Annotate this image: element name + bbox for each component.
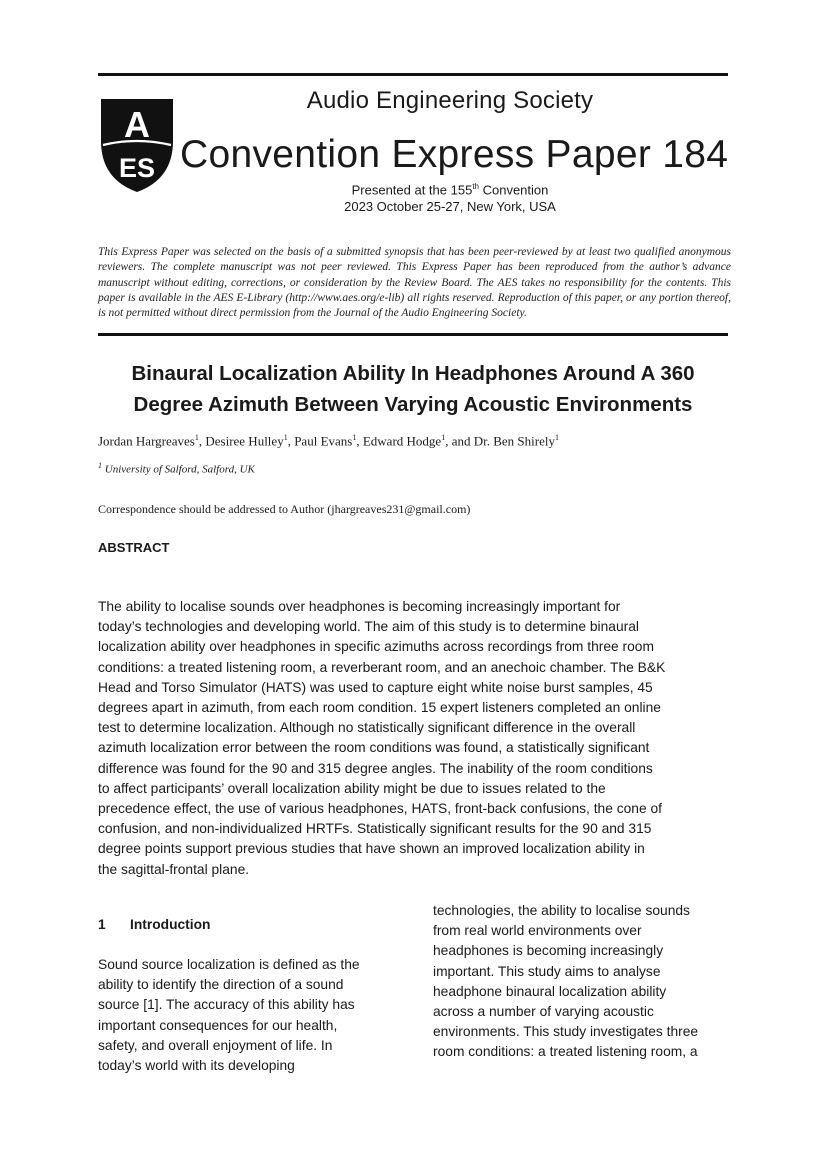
- body-line: from real world environments over: [433, 923, 642, 939]
- body-line: important consequences for our health,: [98, 1017, 338, 1033]
- abstract-line: The ability to localise sounds over headphones is becoming increasingly important for: [98, 599, 621, 614]
- abstract-line: test to determine localization. Although no statistically significant difference in the overall: [98, 720, 636, 736]
- logo-letter-a: A: [124, 104, 150, 145]
- abstract-line: degree points support previous studies that have shown an improved localization ability in: [98, 841, 645, 857]
- body-line: today’s world with its developing: [98, 1058, 295, 1074]
- paper-title-line: Binaural Localization Ability In Headphones Around A 360: [131, 362, 695, 385]
- convention-paper-title: Convention Express Paper 184: [180, 133, 729, 176]
- section-title: Introduction: [130, 917, 211, 932]
- header-rule-top: [98, 73, 728, 76]
- author-name: Jordan Hargreaves: [98, 433, 195, 449]
- body-line: environments. This study investigates three: [433, 1024, 699, 1040]
- correspondence-line: Correspondence should be addressed to Author (jhargreaves231@gmail.com): [98, 502, 471, 516]
- abstract-body: [98, 597, 738, 880]
- header-rule-bottom: [98, 333, 728, 336]
- author-name: Dr. Ben Shirely: [473, 433, 555, 449]
- abstract-heading: ABSTRACT: [98, 540, 170, 555]
- abstract-line: localization ability over headphones in specific azimuths across recordings from three room: [98, 639, 654, 655]
- body-line: headphone binaural localization ability: [433, 983, 667, 999]
- paper-title: [98, 358, 728, 420]
- section-heading-introduction: [98, 917, 210, 932]
- body-line: headphones is becoming increasingly: [433, 943, 664, 959]
- author-name: Edward Hodge: [362, 433, 442, 449]
- section-number: 1: [98, 917, 106, 932]
- abstract-line: the sagittal-frontal plane.: [98, 861, 250, 877]
- abstract-line: precedence effect, the use of various headphones, HATS, front-back confusions, the cone of: [98, 801, 662, 817]
- abstract-line: difference was found for the 90 and 315 degree angles. The inability of the room conditions: [98, 760, 653, 776]
- presented-at: Presented at the 155th Convention: [351, 182, 549, 198]
- body-column-left: [98, 955, 408, 1076]
- society-name: Audio Engineering Society: [306, 87, 594, 114]
- body-line: across a number of varying acoustic: [433, 1004, 654, 1020]
- body-line: source [1]. The accuracy of this ability has: [98, 997, 355, 1013]
- body-column-right: [433, 901, 743, 1063]
- body-line: ability to identify the direction of a sound: [98, 977, 344, 993]
- abstract-line: confusion, and non-individualized HRTFs. Statistically significant results for the 90 and 315: [98, 821, 652, 837]
- author-list: Jordan Hargreaves$^1$, Desiree Hulley$^1$, Paul Evans$^1$, Edward Hodge$^1$, and Dr. Ben Shirely$^1$: [98, 433, 559, 449]
- express-paper-disclaimer: This Express Paper was selected on the basis of a submitted synopsis that has been peer-reviewed by at least two qualified anonymous reviewers. The complete manuscript was not peer reviewed. This Express Paper has been reproduced from the author’s advance manuscript without editing, corrections, or consideration by the Review Board. The AES takes no responsibility for the contents. This paper is available in the AES E-Library (http://www.aes.org/e-lib) all rights reserved. Reproduction of this paper, or any portion thereof, is not permitted without direct permission from the Journal of the Audio Engineering Society.: [98, 246, 731, 320]
- logo-letters-es: ES: [118, 153, 156, 183]
- author-name: Desiree Hulley: [205, 433, 284, 449]
- abstract-line: to affect participants’ overall localization ability might be due to issues related to the: [98, 780, 606, 796]
- abstract-line: Head and Torso Simulator (HATS) was used to capture eight white noise burst samples, 45: [98, 679, 653, 695]
- body-line: safety, and overall enjoyment of life. In: [98, 1037, 333, 1053]
- convention-dates: 2023 October 25-27, New York, USA: [344, 199, 556, 214]
- body-line: technologies, the ability to localise sounds: [433, 903, 690, 918]
- abstract-line: today’s technologies and developing world. The aim of this study is to determine binaural: [98, 619, 639, 635]
- abstract-line: degrees apart in azimuth, from each room condition. 15 expert listeners completed an online: [98, 700, 661, 716]
- body-line: room conditions: a treated listening room, a: [433, 1044, 698, 1060]
- abstract-line: azimuth localization error between the room conditions was found, a statistically significant: [98, 740, 650, 756]
- author-affiliation: $^1$ University of Salford, Salford, UK: [98, 461, 255, 476]
- body-line: Sound source localization is defined as the: [98, 957, 360, 972]
- aes-shield-logo-icon: [97, 97, 177, 193]
- paper-title-line: Degree Azimuth Between Varying Acoustic Environments: [133, 393, 693, 416]
- body-line: important. This study aims to analyse: [433, 963, 661, 979]
- abstract-line: conditions: a treated listening room, a reverberant room, and an anechoic chamber. The B&K: [98, 659, 666, 675]
- author-name: Paul Evans: [294, 433, 353, 449]
